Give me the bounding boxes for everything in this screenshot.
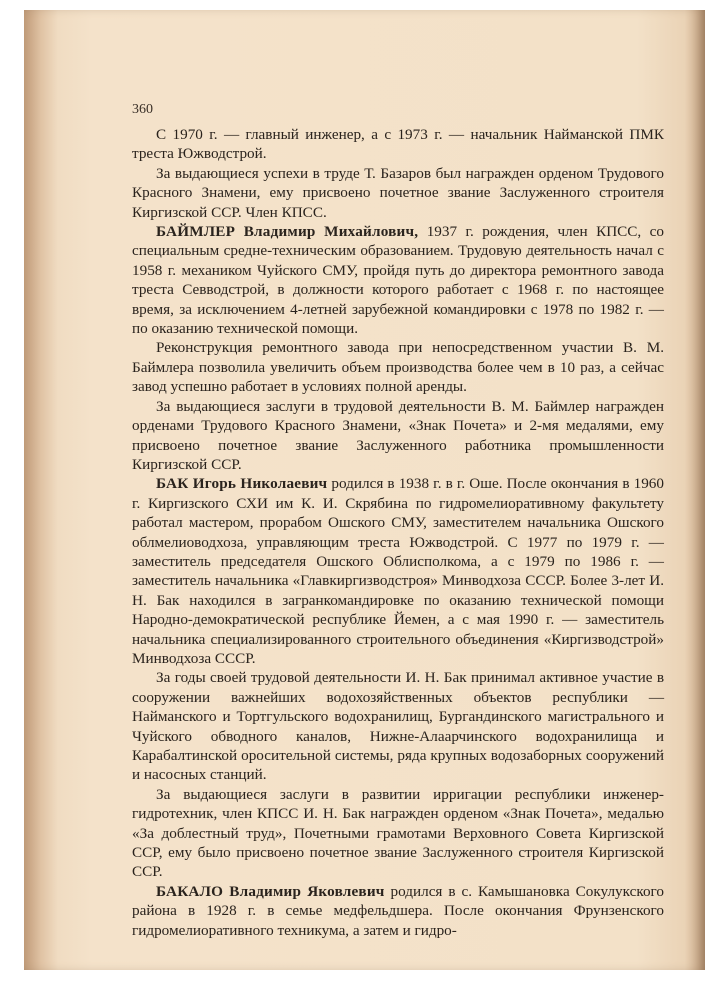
paragraph-text: С 1970 г. — главный инженер, а с 1973 г. — начальник Найманской ПМК треста Южводстрой. <box>132 126 664 163</box>
paragraph <box>132 397 664 475</box>
paragraph-text: 1937 г. рождения, член КПСС, со специальным средне-техническим образованием. Трудовую деятельность начал с 1958 г. механиком Чуйского СМУ, пройдя путь до директора ремонтного завода треста Севводстрой, в должности которого работает с 1968 г. по настоящее время, за исключением 4-летней зарубежной командировки с 1978 по 1982 г. — по оказанию технической помощи. <box>132 223 664 338</box>
person-name: БАКАЛО Владимир Яковлевич <box>156 882 385 900</box>
paragraph <box>132 882 664 940</box>
paragraph <box>132 785 664 882</box>
paragraph-text: Реконструкция ремонтного завода при непосредственном участии В. М. Баймлера позволила увеличить объем производства более чем в 10 раз, а сейчас завод успешно работает в условиях полной аренды. <box>132 339 664 396</box>
person-name: БАК Игорь Николаевич <box>156 475 328 493</box>
paragraph <box>132 474 664 668</box>
paragraph-text: За выдающиеся заслуги в развитии ирригации республики инженер-гидротехник, член КПСС И. Н. Бак награжден орденом «Знак Почета», медалью «За доблестный труд», Почетными грамотами Верховного Совета Киргизской ССР, ему было присвоено почетное звание Заслуженного строителя Киргизской ССР. <box>132 785 664 881</box>
paragraph <box>132 338 664 396</box>
paragraph <box>132 222 664 338</box>
paragraph-text: За выдающиеся успехи в труде Т. Базаров был награжден орденом Трудового Красного Знамени, ему присвоено почетное звание Заслуженного строителя Киргизской ССР. Член КПСС. <box>132 164 664 221</box>
paragraph <box>132 164 664 222</box>
page-text <box>132 125 664 940</box>
paragraph <box>132 668 664 784</box>
paragraph-text: родился в 1938 г. в г. Оше. После окончания в 1960 г. Киргизского СХИ им К. И. Скрябина по гидромелиоративному факультету работал мастером, прорабом Ошского СМУ, заместителем начальника Ошского облмелиоводхоза, управляющим треста Южводстрой. С 1977 по 1979 г. — заместитель председателя Ошского Облисполкома, а с 1979 по 1986 г. — заместитель начальника «Главкиргизводстроя» Минводхоза СССР. Более 3-лет И. Н. Бак находился в загранкомандировке по оказанию технической помощи Народно-демократической республике Йемен, а с мая 1990 г. — заместитель начальника специализированного строительного объединения «Киргизводстрой» Минводхоза СССР. <box>132 475 664 667</box>
paragraph <box>132 125 664 164</box>
paragraph-text: За годы своей трудовой деятельности И. Н. Бак принимал активное участие в сооружении важнейших водохозяйственных объектов республики — Найманского и Тортгульского водохранилищ, Бургандинского магистрального и Чуйского обводного каналов, Нижне-Алаарчинского водохранилища и Карабалтинской оросительной системы, ряда крупных водозаборных сооружений и насосных станций. <box>132 669 664 784</box>
paragraph-text: За выдающиеся заслуги в трудовой деятельности В. М. Баймлер награжден орденами Трудового Красного Знамени, «Знак Почета» и 2-мя медалями, ему присвоено почетное звание Заслуженного работника промышленности Киргизской ССР. <box>132 397 664 473</box>
paragraph-text: родился в с. Камышановка Сокулукского района в 1928 г. в семье медфельдшера. После окончания Фрунзенского гидромелиоративного техникума, а затем и гидро- <box>132 882 664 939</box>
person-name: БАЙМЛЕР Владимир Михайлович, <box>156 223 419 241</box>
page-number: 360 <box>132 102 153 117</box>
